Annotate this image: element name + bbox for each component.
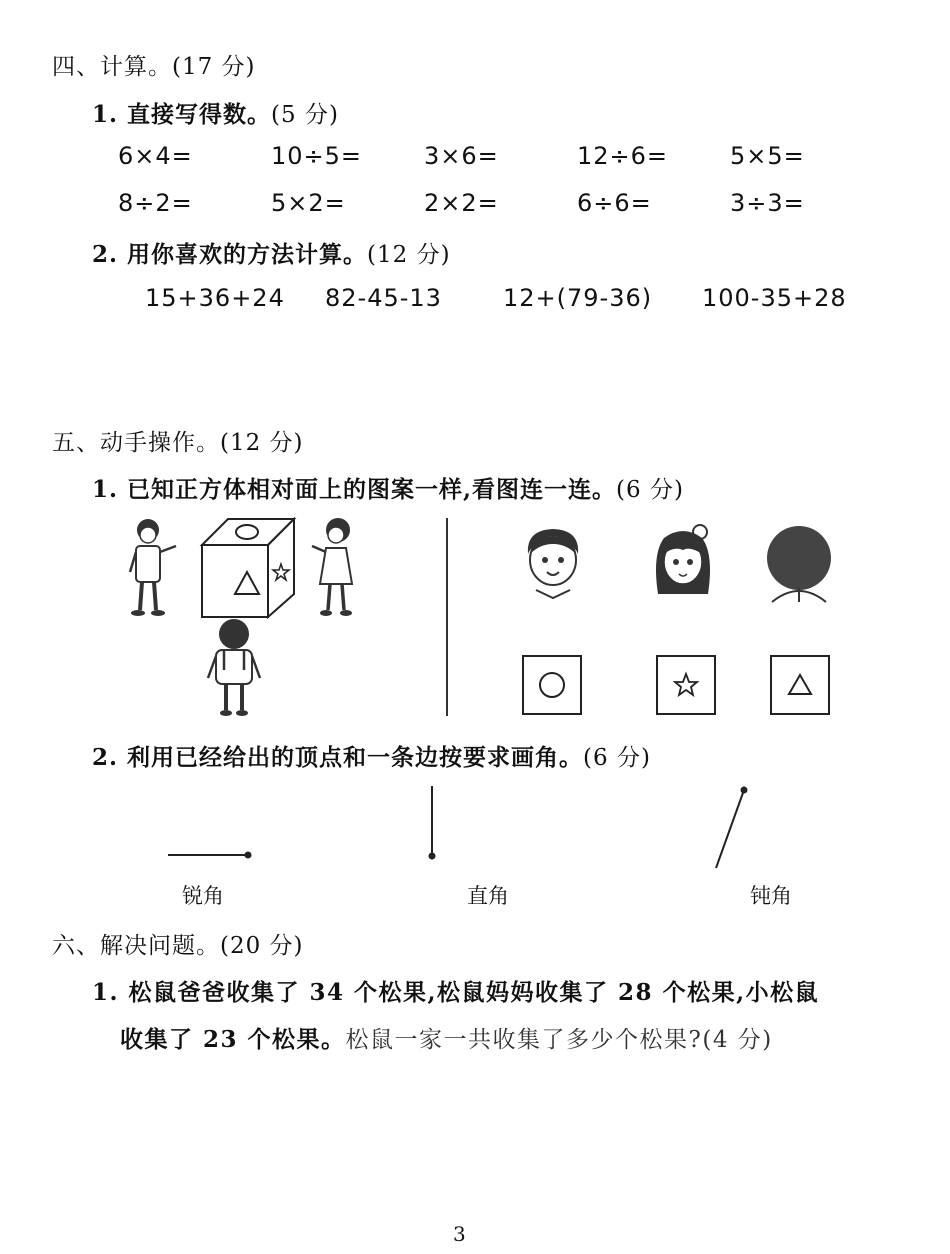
acute-angle-ray — [160, 846, 260, 862]
star-card — [656, 655, 716, 715]
question-4-1 — [92, 96, 339, 129]
question-4-1-label: 1. 直接写得数。 — [92, 101, 272, 128]
calc-expression: 100-35+28 — [702, 284, 847, 312]
cube-figure — [198, 516, 298, 619]
question-6-1-line1: 1. 松鼠爸爸收集了 34 个松果,松鼠妈妈收集了 28 个松果,小松鼠 — [92, 979, 820, 1006]
question-5-1 — [92, 471, 684, 504]
question-5-2-label: 2. 利用已经给出的顶点和一条边按要求画角。 — [92, 744, 584, 771]
boy-face-figure — [518, 524, 588, 600]
question-5-1-label: 1. 已知正方体相对面上的图案一样,看图连一连。 — [92, 476, 617, 503]
page-number: 3 — [453, 1222, 466, 1246]
right-angle-label: 直角 — [467, 884, 509, 908]
calc-expression: 82-45-13 — [325, 284, 442, 312]
question-5-2-points: (6 分) — [583, 745, 651, 771]
question-4-2-points: (12 分) — [367, 242, 451, 268]
child-back-head-figure — [764, 520, 834, 604]
question-6-1-ask: 松鼠一家一共收集了多少个松果?(4 分) — [345, 1027, 773, 1053]
question-4-1-points: (5 分) — [271, 102, 339, 128]
circle-card — [522, 655, 582, 715]
acute-angle-label: 锐角 — [182, 884, 224, 908]
calc-expression: 15+36+24 — [145, 284, 285, 312]
question-5-1-points: (6 分) — [616, 477, 684, 503]
girl-side-figure — [306, 516, 362, 618]
section-6-title: 六、解决问题。(20 分) — [52, 933, 304, 959]
question-6-1-line2 — [120, 1021, 773, 1054]
calc-item: 3÷3= — [730, 189, 805, 217]
child-back-figure — [204, 618, 264, 718]
boy-side-figure — [124, 516, 184, 618]
question-4-2-label: 2. 用你喜欢的方法计算。 — [92, 241, 368, 268]
calc-item: 6÷6= — [577, 189, 652, 217]
calc-item: 2×2= — [424, 189, 499, 217]
section-5-title: 五、动手操作。(12 分) — [52, 430, 304, 456]
calc-item: 5×2= — [271, 189, 346, 217]
girl-face-figure — [650, 524, 716, 600]
question-5-2 — [92, 739, 651, 772]
triangle-card — [770, 655, 830, 715]
calc-item: 3×6= — [424, 142, 499, 170]
calc-item: 5×5= — [730, 142, 805, 170]
calc-expression: 12+(79-36) — [503, 284, 653, 312]
calc-item: 10÷5= — [271, 142, 363, 170]
calc-item: 12÷6= — [577, 142, 669, 170]
question-4-2 — [92, 236, 451, 269]
right-angle-ray — [420, 784, 444, 864]
obtuse-angle-label: 钝角 — [750, 884, 792, 908]
section-4-title: 四、计算。(17 分) — [52, 54, 256, 80]
question-6-1-given: 收集了 23 个松果。 — [120, 1026, 346, 1053]
calc-item: 6×4= — [118, 142, 193, 170]
divider-line — [446, 518, 448, 716]
calc-item: 8÷2= — [118, 189, 193, 217]
obtuse-angle-ray — [706, 780, 756, 872]
